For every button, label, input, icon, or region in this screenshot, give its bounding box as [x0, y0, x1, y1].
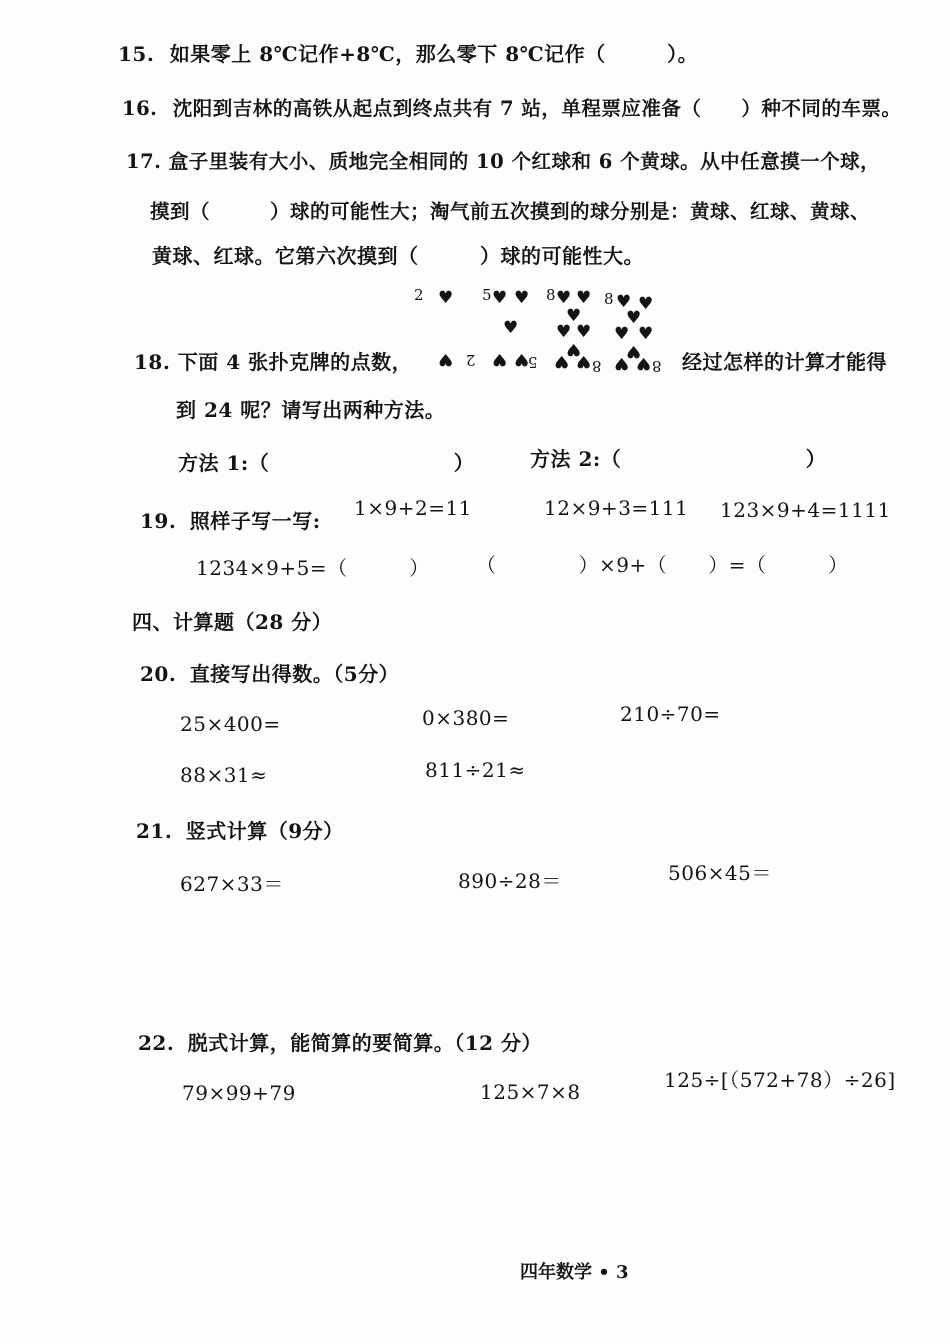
- question-text: 黄球、红球。它第六次摸到（ ）球的可能性大。: [152, 244, 644, 268]
- question-text: 沈阳到吉林的高铁从起点到终点共有 7 站，单程票应准备（ ）种不同的车票。: [172, 97, 902, 120]
- playing-card-8: [604, 292, 662, 376]
- question-text: 经过怎样的计算才能得: [682, 350, 887, 374]
- question-17-line-1: [126, 146, 880, 174]
- question-21: [136, 815, 344, 844]
- playing-card-2: [414, 286, 476, 372]
- calc-item: 210÷70=: [620, 702, 721, 726]
- question-text: 照样子写一写:: [189, 509, 321, 533]
- heart-icon: ♥: [626, 341, 642, 361]
- heart-icon: ♥: [576, 288, 592, 308]
- playing-card-5: [482, 286, 538, 372]
- question-text: 直接写出得数。（5分）: [189, 662, 400, 686]
- card-rank: 8: [652, 357, 662, 375]
- card-rank: 5: [528, 353, 538, 371]
- heart-icon: ♥: [566, 306, 582, 326]
- heart-icon: ♥: [576, 322, 592, 342]
- calc-item: 125×7×8: [480, 1080, 581, 1104]
- heart-icon: ♥: [438, 288, 454, 308]
- question-text: 竖式计算（9分）: [185, 819, 344, 843]
- calc-item: 88×31≈: [180, 763, 268, 787]
- question-22: [138, 1027, 542, 1056]
- calc-item: 890÷28＝: [458, 869, 562, 893]
- method-2-text: 方法 2:（ ）: [530, 447, 827, 471]
- answer-1: 1234×9+5=（ ）: [196, 556, 430, 580]
- heart-icon: ♥: [514, 349, 530, 369]
- question-text: 脱式计算，能简算的要简算。（12 分）: [187, 1031, 543, 1055]
- example-3: 123×9+4=1111: [720, 498, 891, 522]
- heart-icon: ♥: [556, 322, 572, 342]
- heart-icon: ♥: [556, 288, 572, 308]
- heart-icon: ♥: [614, 353, 630, 373]
- question-number: 17.: [126, 150, 162, 173]
- page-footer: 四年数学 • 3: [520, 1262, 629, 1283]
- question-15: [118, 38, 698, 67]
- card-rank: 2: [466, 351, 476, 369]
- heart-icon: ♥: [636, 353, 652, 373]
- calc-item: 627×33＝: [180, 872, 284, 896]
- heart-icon: ♥: [614, 324, 630, 344]
- method-1: [178, 447, 474, 476]
- question-number: 21.: [136, 819, 173, 843]
- calc-item: 0×380=: [422, 706, 510, 730]
- heart-icon: ♥: [576, 351, 592, 371]
- heart-icon: ♥: [554, 351, 570, 371]
- heart-icon: ♥: [638, 324, 654, 344]
- question-text: 摸到（ ）球的可能性大；淘气前五次摸到的球分别是：黄球、红球、黄球、: [150, 200, 871, 223]
- question-18-suffix: [682, 346, 887, 375]
- question-16: [122, 93, 901, 121]
- question-19: [140, 505, 321, 534]
- question-number: 16.: [122, 97, 158, 120]
- heart-icon: ♥: [626, 308, 642, 328]
- playing-card-8: [546, 286, 602, 375]
- question-17-line-2: [150, 196, 870, 224]
- question-number: 19.: [140, 509, 177, 533]
- calc-item: 25×400=: [180, 712, 281, 736]
- question-number: 15.: [118, 42, 155, 66]
- example-2: 12×9+3=111: [544, 496, 689, 520]
- method-1-text: 方法 1:（ ）: [178, 451, 475, 475]
- heart-icon: ♥: [566, 339, 582, 359]
- card-rank: 8: [546, 286, 556, 304]
- heart-icon: ♥: [438, 349, 454, 369]
- card-rank: 2: [414, 286, 424, 304]
- question-text: 盒子里装有大小、质地完全相同的 10 个红球和 6 个黄球。从中任意摸一个球，: [168, 150, 881, 173]
- heart-icon: ♥: [492, 288, 508, 308]
- heart-icon: ♥: [616, 292, 632, 312]
- question-text: 下面 4 张扑克牌的点数，: [177, 350, 413, 374]
- heart-icon: ♥: [492, 349, 508, 369]
- heart-icon: ♥: [638, 294, 654, 314]
- calc-item: 79×99+79: [182, 1081, 296, 1105]
- card-rank: 8: [604, 290, 614, 308]
- heart-icon: ♥: [514, 288, 530, 308]
- question-number: 22.: [138, 1031, 175, 1055]
- section-title: 四、计算题（28 分）: [132, 610, 333, 634]
- calc-item: 125÷[（572+78）÷26]: [664, 1068, 896, 1092]
- question-text: 到 24 呢？请写出两种方法。: [176, 398, 446, 422]
- question-20: [140, 658, 399, 687]
- question-18-line-2: [176, 394, 445, 423]
- heart-icon: ♥: [503, 318, 519, 338]
- card-rank: 5: [482, 286, 492, 304]
- method-2: [530, 443, 826, 472]
- calc-item: 811÷21≈: [425, 758, 526, 782]
- calc-item: 506×45＝: [668, 861, 772, 885]
- question-text: 如果零上 8℃记作+8℃，那么零下 8℃记作（ ）。: [169, 42, 699, 66]
- question-18-prefix: [134, 346, 412, 375]
- example-1: 1×9+2=11: [354, 496, 472, 520]
- question-17-line-3: [152, 240, 644, 269]
- question-number: 20.: [140, 662, 177, 686]
- question-number: 18.: [134, 350, 171, 374]
- answer-2: （ ）×9+（ ）=（ ）: [476, 553, 849, 577]
- card-rank: 8: [592, 357, 602, 375]
